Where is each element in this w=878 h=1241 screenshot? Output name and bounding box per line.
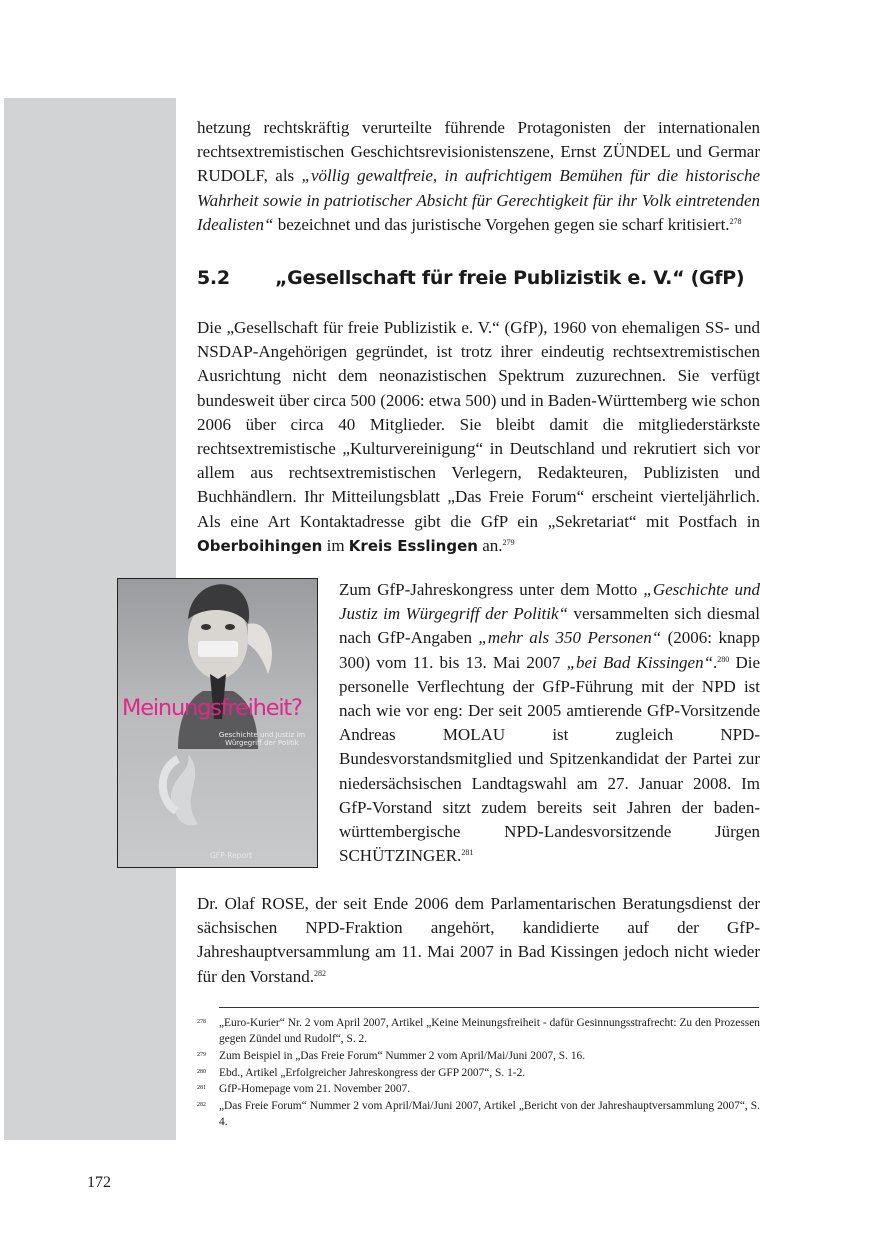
paragraph-3-text: Dr. Olaf ROSE, der seit Ende 2006 dem Parlamentarischen Beratungsdienst der sächsischen NPD-Fraktion angehört, kandidierte auf der GfP-Jahreshauptversammlung am 11. Mai 2007 in Bad Kissingen jedoch nicht wieder für den Vorstand. (197, 894, 760, 986)
paragraph-3 (197, 892, 760, 989)
footnote-282 (197, 1098, 760, 1131)
float-quote-3: „bei Bad Kissingen“ (566, 652, 714, 672)
page-number: 172 (87, 1174, 111, 1191)
footnote-divider (219, 1007, 759, 1008)
footnote-text: „Euro-Kurier“ Nr. 2 vom April 2007, Artikel „Keine Meinungsfreiheit - dafür Gesinnungsstrafrecht: Zu den Prozessen gegen Zündel und Rudolf“, S. 2. (219, 1016, 760, 1046)
place-link-kreis-esslingen[interactable]: Kreis Esslingen (348, 536, 478, 555)
footnote-text: „Das Freie Forum“ Nummer 2 vom April/Mai/Juni 2007, Artikel „Bericht von der Jahreshauptversammlung 2007“, S. 4. (219, 1099, 760, 1129)
footnote-ref-278[interactable]: 278 (729, 216, 742, 226)
footnote-ref-279[interactable]: 279 (502, 537, 515, 547)
section-heading (197, 264, 760, 292)
footnote-number: 282 (197, 1101, 206, 1108)
paragraph-1-quote: „völlig gewaltfreie, in aufrichtigem Bemühen für die historische Wahrheit sowie in patriotischer Absicht für Gerechtigkeit für ihr Volk eintretenden Idealisten“ (197, 166, 760, 234)
float-text-3: (2006: knapp 300) vom 11. bis 13. Mai 2007 (339, 628, 760, 672)
cover-title: Meinungsfreiheit? (122, 695, 302, 722)
footnote-text: Ebd., Artikel „Erfolgreicher Jahreskongress der GFP 2007“, S. 1-2. (219, 1066, 526, 1079)
paragraph-2 (197, 316, 760, 558)
cover-publisher-label: GFP-Report (210, 851, 253, 861)
paragraph-float (339, 578, 760, 868)
float-text-5: Die personelle Verflechtung der GfP-Führung mit der NPD ist nach wie vor eng: Der seit 2005 amtierende GfP-Vorsitzende Andreas MOLAU ist zugleich NPD-Bundesvorstandsmitglied und Spitzenkandidat der Partei zur niedersächsischen Landtagswahl am 27. Januar 2008. Im GfP-Vorstand sitzt zudem bereits seit Jahren der baden-württembergische NPD-Landesvorsitzende Jürgen SCHÜTZINGER. (339, 652, 761, 866)
paragraph-1-text-b: bezeichnet und das juristische Vorgehen gegen sie scharf kritisiert. (273, 214, 730, 234)
paragraph-1-text-a: hetzung rechtskräftig verurteilte führende Protagonisten der internationalen rechtsextremistischen Geschichtsrevisionistenszene, Ernst ZÜNDEL und Germar RUDOLF, als (197, 118, 760, 186)
place-link-oberboihingen[interactable]: Oberboihingen (197, 536, 323, 555)
cover-artwork (118, 579, 317, 867)
footnote-number: 278 (197, 1018, 206, 1025)
float-text-2: versammelten sich diesmal nach GfP-Angaben (339, 604, 760, 648)
paragraph-2-text-a: Die „Gesellschaft für freie Publizistik e. V.“ (GfP), 1960 von ehemaligen SS- und NSDAP-Angehörigen gegründet, ist trotz ihrer eindeutig rechtsextremistischen Ausrichtung nicht dem neonazistischen Spektrum zuzurechnen. Sie verfügt bundesweit über circa 500 (2006: etwa 500) und in Baden-Württemberg wie schon 2006 über circa 40 Mitglieder. Sie bleibt damit die mitgliederstärkste rechtsextremistische „Kulturvereinigung“ in Deutschland und rekrutiert sich vor allem aus rechtsextremistischen Verlegern, Redakteuren, Publizisten und Buchhändlern. Ihr Mitteilungsblatt „Das Freie Forum“ erscheint vierteljährlich. Als eine Art Kontaktadresse gibt die GfP ein „Sekretariat“ mit Postfach in (197, 318, 760, 531)
footnote-number: 279 (197, 1052, 206, 1059)
footnote-number: 281 (197, 1085, 206, 1092)
footnote-280 (197, 1065, 760, 1082)
footnote-text: GfP-Homepage vom 21. November 2007. (219, 1083, 411, 1096)
footnote-number: 280 (197, 1068, 206, 1075)
footnote-ref-281[interactable]: 281 (461, 848, 474, 858)
book-cover-image (117, 578, 318, 868)
float-row (122, 578, 761, 868)
footnote-278 (197, 1015, 760, 1048)
footnote-text: Zum Beispiel in „Das Freie Forum“ Nummer 2 vom April/Mai/Juni 2007, S. 16. (219, 1050, 586, 1063)
float-text-4: . (713, 652, 718, 672)
paragraph-1 (197, 116, 760, 237)
footnotes (197, 1015, 760, 1131)
page-content (122, 116, 761, 1131)
footnote-281 (197, 1081, 760, 1098)
section-number: 5.2 (197, 267, 230, 290)
footnote-ref-280[interactable]: 280 (717, 654, 730, 664)
footnote-279 (197, 1048, 760, 1065)
paragraph-2-text-b: im (322, 535, 349, 555)
paragraph-2-text-c: an. (477, 535, 503, 555)
section-title: „Gesellschaft für freie Publizistik e. V.“ (GfP) (275, 267, 745, 290)
float-text-1: Zum GfP-Jahreskongress unter dem Motto (339, 580, 644, 600)
float-quote-1: „Geschichte und Justiz im Würgegriff der Politik“ (339, 580, 760, 624)
footnote-ref-282[interactable]: 282 (313, 968, 326, 978)
cover-subtitle: Geschichte und Justiz im Würgegriff der Politik (218, 731, 306, 748)
float-quote-2: „mehr als 350 Personen“ (478, 628, 662, 648)
